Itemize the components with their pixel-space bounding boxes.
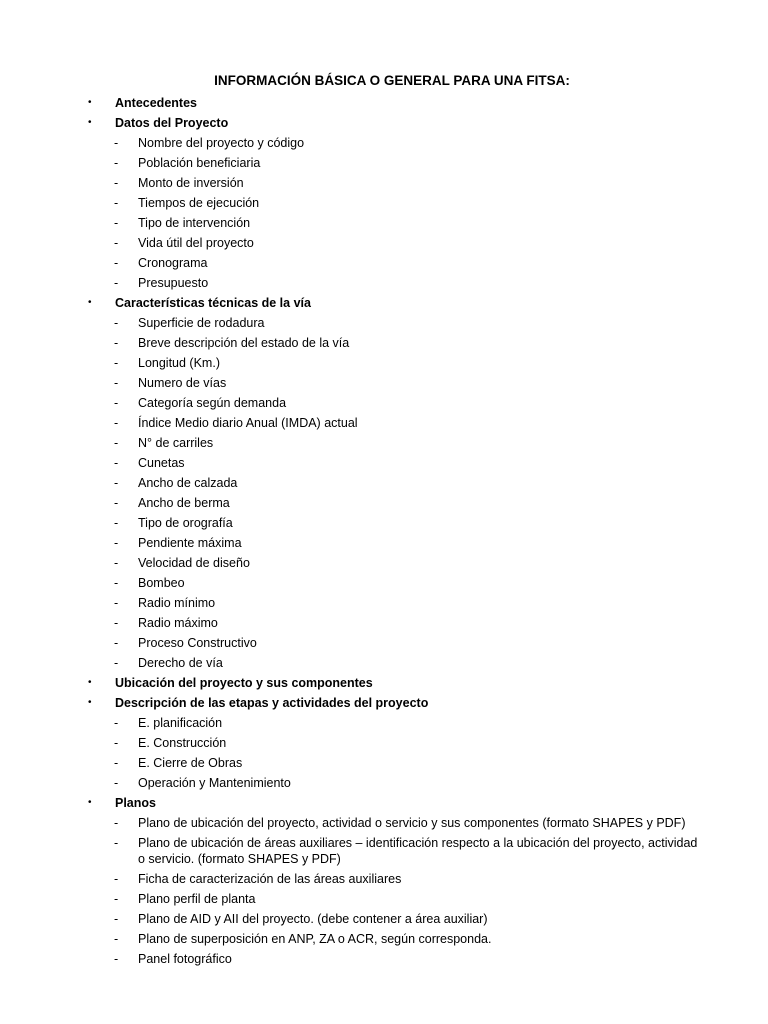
list-item-text: Presupuesto: [138, 276, 209, 290]
list-item: [0, 473, 768, 493]
list-item: [0, 909, 768, 929]
list-item-text: Longitud (Km.): [138, 356, 220, 370]
dash-marker: -: [114, 596, 119, 610]
list-item-text: Vida útil del proyecto: [138, 236, 254, 250]
list-item: [0, 373, 768, 393]
list-item: [0, 193, 768, 213]
list-item-text: Cunetas: [138, 456, 185, 470]
section-heading: [0, 673, 768, 693]
section-heading: [0, 293, 768, 313]
list-item: [0, 869, 768, 889]
list-item-text: Índice Medio diario Anual (IMDA) actual: [138, 416, 358, 430]
list-item-text: E. Construcción: [138, 736, 227, 750]
list-item-text: Plano de AID y AII del proyecto. (debe contener a área auxiliar): [138, 912, 488, 926]
list-item-text: Tipo de intervención: [138, 216, 251, 230]
section-label: Antecedentes: [115, 96, 197, 110]
list-item: [0, 413, 768, 433]
dash-marker: -: [114, 536, 119, 550]
dash-marker: -: [114, 816, 119, 830]
list-item: [0, 273, 768, 293]
list-item: [0, 333, 768, 353]
list-item: [0, 313, 768, 333]
section-label: Planos: [115, 796, 156, 810]
list-item: [0, 533, 768, 553]
list-item-text: Derecho de vía: [138, 656, 223, 670]
list-item-text: Tiempos de ejecución: [138, 196, 260, 210]
dash-marker: -: [114, 872, 119, 886]
list-item: [0, 493, 768, 513]
list-item-text: Panel fotográfico: [138, 952, 232, 966]
section-label: Datos del Proyecto: [115, 116, 229, 130]
dash-marker: -: [114, 756, 119, 770]
list-item: [0, 753, 768, 773]
dash-marker: -: [114, 316, 119, 330]
list-item: [0, 713, 768, 733]
dash-marker: -: [114, 356, 119, 370]
list-item-text: Radio mínimo: [138, 596, 216, 610]
list-item: [0, 393, 768, 413]
list-item: [0, 813, 768, 833]
list-item: [0, 513, 768, 533]
list-item: [0, 733, 768, 753]
dash-marker: -: [114, 396, 119, 410]
list-item: [0, 773, 768, 793]
section-heading: [0, 793, 768, 813]
list-item-text: Tipo de orografía: [138, 516, 233, 530]
dash-marker: -: [114, 836, 119, 850]
dash-marker: -: [114, 136, 119, 150]
list-item: [0, 653, 768, 673]
dash-marker: -: [114, 436, 119, 450]
list-item: [0, 633, 768, 653]
section-label: Descripción de las etapas y actividades del proyecto: [115, 696, 429, 710]
list-item-text: Plano de ubicación de áreas auxiliares – identificación respecto a la ubicación del proyecto, actividad o servicio. (formato SHAPES y PDF): [138, 836, 698, 866]
list-item: [0, 929, 768, 949]
dash-marker: -: [114, 276, 119, 290]
dash-marker: -: [114, 236, 119, 250]
list-item-text: Categoría según demanda: [138, 396, 287, 410]
list-item: [0, 233, 768, 253]
section-heading: [0, 93, 768, 113]
dash-marker: -: [114, 716, 119, 730]
list-item-text: Ancho de berma: [138, 496, 230, 510]
list-item-text: Superficie de rodadura: [138, 316, 265, 330]
list-item: [0, 253, 768, 273]
section-label: Ubicación del proyecto y sus componentes: [115, 676, 373, 690]
list-item: [0, 433, 768, 453]
list-item-text: Ancho de calzada: [138, 476, 238, 490]
section-heading: [0, 113, 768, 133]
dash-marker: -: [114, 416, 119, 430]
bullet-icon: •: [88, 797, 92, 808]
list-item: [0, 573, 768, 593]
bullet-icon: •: [88, 697, 92, 708]
list-item: [0, 593, 768, 613]
dash-marker: -: [114, 456, 119, 470]
list-item: [0, 833, 768, 869]
bullet-icon: •: [88, 677, 92, 688]
document-body: [0, 93, 768, 969]
list-item: [0, 133, 768, 153]
list-item-text: Numero de vías: [138, 376, 227, 390]
dash-marker: -: [114, 556, 119, 570]
dash-marker: -: [114, 376, 119, 390]
list-item-text: E. Cierre de Obras: [138, 756, 243, 770]
list-item-text: Ficha de caracterización de las áreas auxiliares: [138, 872, 402, 886]
list-item: [0, 353, 768, 373]
dash-marker: -: [114, 336, 119, 350]
dash-marker: -: [114, 892, 119, 906]
list-item-text: Breve descripción del estado de la vía: [138, 336, 350, 350]
list-item-text: Proceso Constructivo: [138, 636, 257, 650]
bullet-icon: •: [88, 97, 92, 108]
list-item-text: N° de carriles: [138, 436, 214, 450]
dash-marker: -: [114, 156, 119, 170]
list-item: [0, 153, 768, 173]
bullet-icon: •: [88, 297, 92, 308]
list-item-text: Cronograma: [138, 256, 208, 270]
list-item-text: Operación y Mantenimiento: [138, 776, 291, 790]
dash-marker: -: [114, 656, 119, 670]
dash-marker: -: [114, 736, 119, 750]
dash-marker: -: [114, 176, 119, 190]
list-item: [0, 889, 768, 909]
list-item: [0, 553, 768, 573]
document-title: INFORMACIÓN BÁSICA O GENERAL PARA UNA FITSA:: [214, 73, 570, 88]
list-item: [0, 173, 768, 193]
section-heading: [0, 693, 768, 713]
dash-marker: -: [114, 952, 119, 966]
list-item: [0, 613, 768, 633]
bullet-icon: •: [88, 117, 92, 128]
list-item-text: Plano perfil de planta: [138, 892, 256, 906]
list-item: [0, 213, 768, 233]
list-item-text: E. planificación: [138, 716, 223, 730]
list-item-text: Nombre del proyecto y código: [138, 136, 305, 150]
dash-marker: -: [114, 476, 119, 490]
list-item: [0, 453, 768, 473]
list-item-text: Velocidad de diseño: [138, 556, 250, 570]
list-item-text: Pendiente máxima: [138, 536, 242, 550]
list-item-text: Población beneficiaria: [138, 156, 261, 170]
list-item-text: Bombeo: [138, 576, 185, 590]
dash-marker: -: [114, 616, 119, 630]
list-item-text: Radio máximo: [138, 616, 218, 630]
dash-marker: -: [114, 256, 119, 270]
list-item-text: Plano de ubicación del proyecto, actividad o servicio y sus componentes (formato SHAPES y PDF): [138, 816, 686, 830]
dash-marker: -: [114, 496, 119, 510]
dash-marker: -: [114, 216, 119, 230]
section-label: Características técnicas de la vía: [115, 296, 311, 310]
list-item-text: Monto de inversión: [138, 176, 244, 190]
dash-marker: -: [114, 516, 119, 530]
dash-marker: -: [114, 196, 119, 210]
dash-marker: -: [114, 776, 119, 790]
dash-marker: -: [114, 636, 119, 650]
dash-marker: -: [114, 576, 119, 590]
dash-marker: -: [114, 912, 119, 926]
list-item: [0, 949, 768, 969]
dash-marker: -: [114, 932, 119, 946]
list-item-text: Plano de superposición en ANP, ZA o ACR, según corresponda.: [138, 932, 492, 946]
